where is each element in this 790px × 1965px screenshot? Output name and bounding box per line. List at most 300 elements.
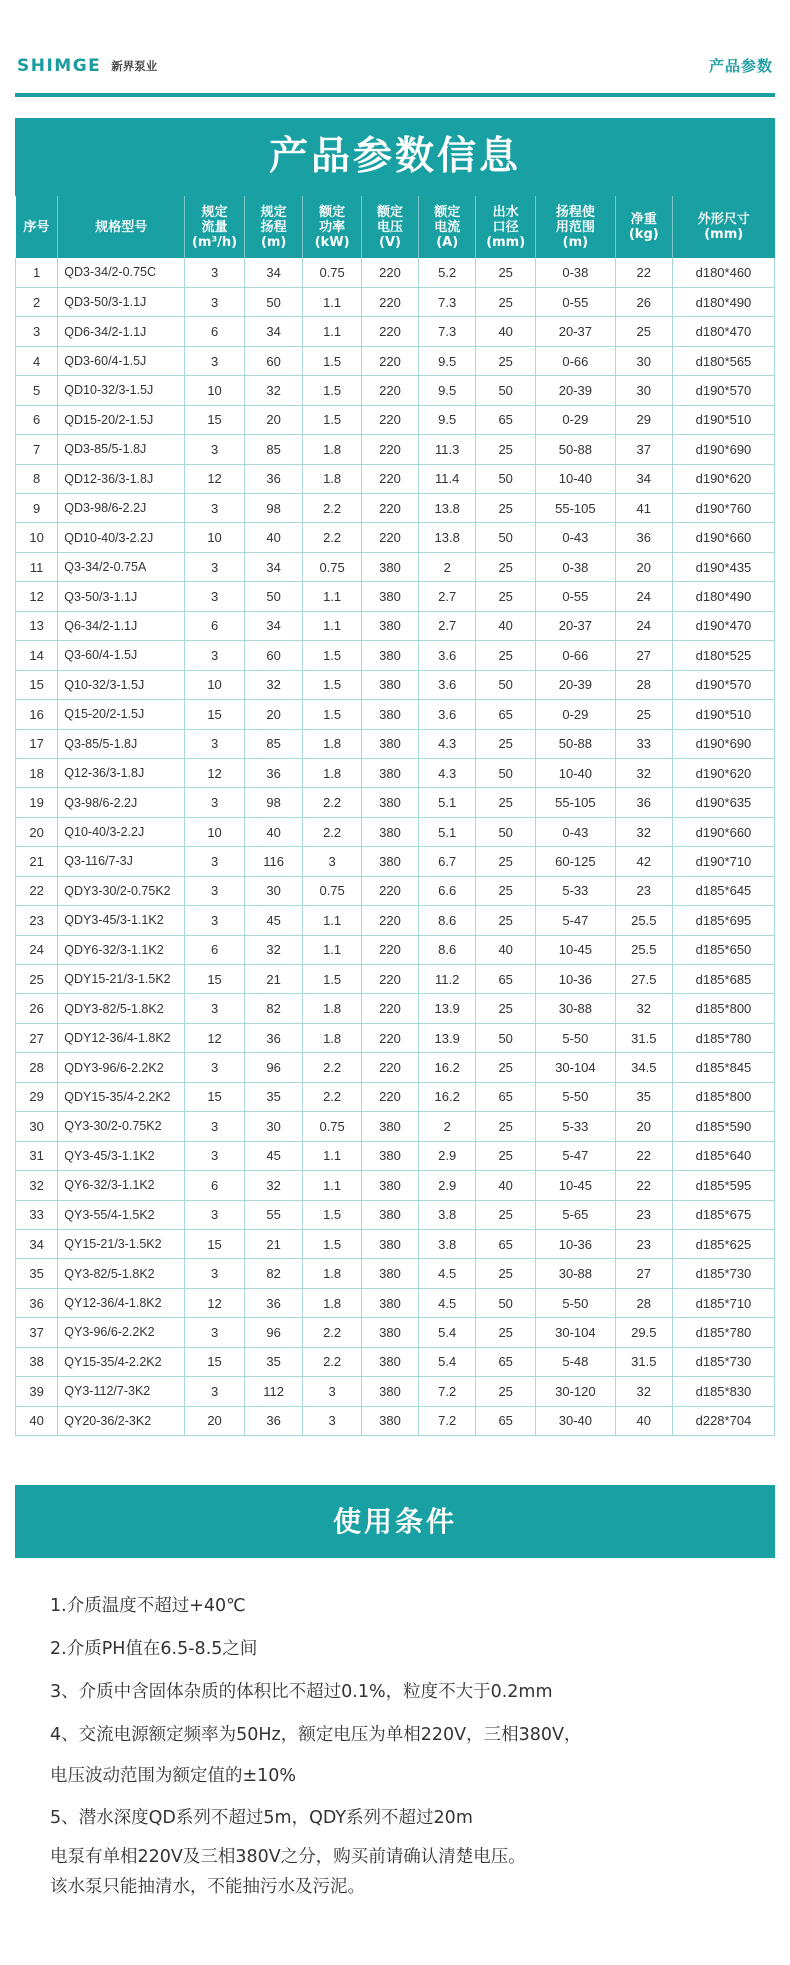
- table-cell: 1.8: [303, 729, 361, 758]
- table-cell: 98: [244, 494, 302, 523]
- column-header-line: 额定: [319, 204, 346, 220]
- table-cell: 6: [16, 405, 58, 434]
- table-cell: 7.2: [419, 1406, 476, 1435]
- table-cell: 5-33: [536, 1112, 616, 1141]
- table-cell: 36: [16, 1288, 58, 1317]
- table-cell: 1.1: [303, 1141, 361, 1170]
- header-divider: [15, 93, 775, 97]
- table-cell: 31.5: [615, 1023, 672, 1052]
- table-cell: QD10-40/3-2.2J: [58, 523, 185, 552]
- table-cell: 5-47: [536, 906, 616, 935]
- table-cell: d180*525: [672, 641, 774, 670]
- table-cell: d228*704: [672, 1406, 774, 1435]
- table-cell: 30-88: [536, 1259, 616, 1288]
- table-cell: 220: [361, 876, 418, 905]
- usage-condition: 该水泵只能抽清水，不能抽污水及污泥。: [50, 1877, 365, 1897]
- table-cell: 10-40: [536, 464, 616, 493]
- table-cell: QY15-35/4-2.2K2: [58, 1347, 185, 1376]
- table-cell: 27: [16, 1023, 58, 1052]
- table-cell: 3: [185, 847, 245, 876]
- table-cell: 60: [244, 346, 302, 375]
- table-cell: 1.5: [303, 700, 361, 729]
- table-row: [16, 817, 775, 846]
- table-cell: 380: [361, 1377, 418, 1406]
- table-row: [16, 670, 775, 699]
- table-cell: 37: [16, 1318, 58, 1347]
- table-cell: 2.2: [303, 817, 361, 846]
- table-cell: 31.5: [615, 1347, 672, 1376]
- table-cell: 20: [615, 1112, 672, 1141]
- table-cell: d185*590: [672, 1112, 774, 1141]
- table-cell: d190*635: [672, 788, 774, 817]
- table-cell: 2.9: [419, 1171, 476, 1200]
- table-cell: 1.8: [303, 1023, 361, 1052]
- table-cell: 1.1: [303, 582, 361, 611]
- column-header-line: (V): [379, 234, 401, 250]
- table-cell: 6.7: [419, 847, 476, 876]
- table-cell: 19: [16, 788, 58, 817]
- table-cell: 40: [244, 817, 302, 846]
- table-cell: 220: [361, 494, 418, 523]
- table-cell: Q3-116/7-3J: [58, 847, 185, 876]
- table-cell: 380: [361, 1200, 418, 1229]
- table-row: [16, 1288, 775, 1317]
- table-cell: 35: [244, 1347, 302, 1376]
- table-cell: 3: [185, 258, 245, 287]
- table-cell: 1.5: [303, 1229, 361, 1258]
- table-cell: 5-50: [536, 1082, 616, 1111]
- table-cell: 30: [615, 346, 672, 375]
- table-cell: 25: [476, 1053, 536, 1082]
- table-cell: 380: [361, 1141, 418, 1170]
- table-cell: QY3-55/4-1.5K2: [58, 1200, 185, 1229]
- table-cell: 16: [16, 700, 58, 729]
- table-cell: 1.1: [303, 611, 361, 640]
- table-cell: 34.5: [615, 1053, 672, 1082]
- table-cell: d185*780: [672, 1318, 774, 1347]
- column-header-line: (kg): [628, 227, 659, 242]
- column-header-line: (m): [562, 234, 589, 250]
- table-row: [16, 1318, 775, 1347]
- table-cell: 1.5: [303, 641, 361, 670]
- table-cell: 50: [244, 287, 302, 316]
- table-cell: 380: [361, 641, 418, 670]
- table-cell: 25: [476, 641, 536, 670]
- column-header-line: 电流: [434, 219, 461, 235]
- table-cell: QDY3-82/5-1.8K2: [58, 994, 185, 1023]
- column-header: [476, 196, 536, 258]
- column-header: [419, 196, 476, 258]
- table-cell: 3: [303, 847, 361, 876]
- table-cell: 3: [185, 1200, 245, 1229]
- table-cell: 1: [16, 258, 58, 287]
- table-row: [16, 994, 775, 1023]
- params-title: 产品参数信息: [15, 118, 775, 196]
- table-cell: 65: [476, 1406, 536, 1435]
- table-cell: 2.2: [303, 1347, 361, 1376]
- table-cell: 380: [361, 817, 418, 846]
- table-cell: 28: [16, 1053, 58, 1082]
- table-cell: 12: [185, 1023, 245, 1052]
- table-cell: d185*780: [672, 1023, 774, 1052]
- table-row: [16, 1141, 775, 1170]
- table-cell: 3.8: [419, 1229, 476, 1258]
- table-cell: 5-65: [536, 1200, 616, 1229]
- table-cell: 50: [476, 464, 536, 493]
- table-cell: 55-105: [536, 494, 616, 523]
- table-cell: QD3-34/2-0.75C: [58, 258, 185, 287]
- table-cell: 10-40: [536, 758, 616, 787]
- table-cell: 32: [615, 758, 672, 787]
- table-cell: 32: [615, 1377, 672, 1406]
- table-header-row: [16, 196, 775, 258]
- column-header-line: 流量: [201, 219, 228, 235]
- table-cell: d185*830: [672, 1377, 774, 1406]
- column-header-line: (m): [260, 234, 287, 250]
- table-cell: 28: [615, 670, 672, 699]
- table-cell: 13.9: [419, 1023, 476, 1052]
- table-cell: 15: [185, 965, 245, 994]
- table-cell: 380: [361, 1171, 418, 1200]
- column-header-line: 功率: [319, 219, 346, 235]
- table-cell: 11.4: [419, 464, 476, 493]
- table-row: [16, 582, 775, 611]
- table-row: [16, 494, 775, 523]
- table-cell: 22: [615, 258, 672, 287]
- table-cell: 10: [185, 670, 245, 699]
- table-cell: 3: [185, 1377, 245, 1406]
- table-cell: d190*620: [672, 758, 774, 787]
- table-cell: QD3-98/6-2.2J: [58, 494, 185, 523]
- table-row: [16, 788, 775, 817]
- table-cell: 40: [615, 1406, 672, 1435]
- table-cell: 2.7: [419, 582, 476, 611]
- table-cell: 15: [185, 1229, 245, 1258]
- usage-condition: 5、潜水深度QD系列不超过5m，QDY系列不超过20m: [50, 1808, 473, 1828]
- table-cell: 25: [615, 700, 672, 729]
- table-cell: 25: [476, 788, 536, 817]
- table-cell: 0-43: [536, 523, 616, 552]
- column-header: [536, 196, 616, 258]
- table-cell: 3: [303, 1377, 361, 1406]
- table-cell: 36: [244, 1023, 302, 1052]
- table-cell: d190*620: [672, 464, 774, 493]
- column-header: [16, 196, 58, 258]
- brand-name-en: SHIMGE: [17, 56, 102, 76]
- table-cell: 13: [16, 611, 58, 640]
- table-cell: 20-39: [536, 376, 616, 405]
- table-cell: d180*490: [672, 582, 774, 611]
- table-cell: d185*595: [672, 1171, 774, 1200]
- table-cell: 27: [615, 641, 672, 670]
- table-cell: d190*510: [672, 700, 774, 729]
- table-cell: 10: [185, 523, 245, 552]
- table-cell: 0.75: [303, 876, 361, 905]
- table-cell: 36: [615, 788, 672, 817]
- table-row: [16, 729, 775, 758]
- table-row: [16, 1171, 775, 1200]
- table-cell: 30-40: [536, 1406, 616, 1435]
- page-tag: 产品参数: [708, 57, 773, 75]
- table-cell: 50: [476, 817, 536, 846]
- table-cell: 16.2: [419, 1082, 476, 1111]
- table-cell: 40: [16, 1406, 58, 1435]
- table-cell: d185*675: [672, 1200, 774, 1229]
- table-cell: 7.3: [419, 317, 476, 346]
- table-cell: d180*490: [672, 287, 774, 316]
- table-cell: 0-43: [536, 817, 616, 846]
- table-cell: 5-33: [536, 876, 616, 905]
- table-cell: 30: [16, 1112, 58, 1141]
- table-row: [16, 1229, 775, 1258]
- table-cell: 23: [615, 1200, 672, 1229]
- table-cell: 36: [244, 1288, 302, 1317]
- table-cell: 10: [16, 523, 58, 552]
- table-cell: Q15-20/2-1.5J: [58, 700, 185, 729]
- column-header-line: 规定: [201, 204, 228, 220]
- table-cell: 380: [361, 788, 418, 817]
- table-cell: 4.3: [419, 758, 476, 787]
- table-cell: 6: [185, 317, 245, 346]
- column-header: [615, 196, 672, 258]
- table-cell: QD15-20/2-1.5J: [58, 405, 185, 434]
- table-cell: d180*460: [672, 258, 774, 287]
- table-cell: d190*690: [672, 435, 774, 464]
- table-cell: 3: [16, 317, 58, 346]
- table-cell: 50-88: [536, 435, 616, 464]
- usage-condition: 3、介质中含固体杂质的体积比不超过0.1%，粒度不大于0.2mm: [50, 1682, 553, 1702]
- table-cell: 0-66: [536, 346, 616, 375]
- table-cell: 31: [16, 1141, 58, 1170]
- column-header: [58, 196, 185, 258]
- table-cell: 3: [185, 494, 245, 523]
- table-cell: 0.75: [303, 552, 361, 581]
- table-cell: 32: [244, 1171, 302, 1200]
- column-header: [672, 196, 774, 258]
- table-cell: QD3-50/3-1.1J: [58, 287, 185, 316]
- table-cell: 27: [615, 1259, 672, 1288]
- table-cell: 8.6: [419, 906, 476, 935]
- table-cell: 82: [244, 1259, 302, 1288]
- table-cell: 16.2: [419, 1053, 476, 1082]
- table-cell: 6.6: [419, 876, 476, 905]
- table-cell: 25: [476, 582, 536, 611]
- table-cell: 220: [361, 317, 418, 346]
- table-cell: 5: [16, 376, 58, 405]
- table-cell: Q3-34/2-0.75A: [58, 552, 185, 581]
- table-cell: 65: [476, 405, 536, 434]
- table-cell: 5.4: [419, 1347, 476, 1376]
- table-cell: 1.5: [303, 670, 361, 699]
- table-cell: 14: [16, 641, 58, 670]
- table-cell: 220: [361, 258, 418, 287]
- table-row: [16, 1112, 775, 1141]
- table-cell: 380: [361, 1406, 418, 1435]
- column-header-line: (m³/h): [191, 234, 238, 250]
- table-cell: 380: [361, 1112, 418, 1141]
- table-cell: 2.2: [303, 1053, 361, 1082]
- table-cell: 50: [476, 376, 536, 405]
- table-cell: Q3-98/6-2.2J: [58, 788, 185, 817]
- table-cell: 25: [476, 287, 536, 316]
- table-cell: 29: [16, 1082, 58, 1111]
- table-cell: 2.2: [303, 523, 361, 552]
- column-header-line: 出水: [492, 204, 519, 220]
- table-cell: 1.8: [303, 1288, 361, 1317]
- table-cell: 29.5: [615, 1318, 672, 1347]
- table-cell: 5.1: [419, 788, 476, 817]
- table-cell: 3: [185, 1318, 245, 1347]
- table-cell: d190*470: [672, 611, 774, 640]
- table-cell: 2.2: [303, 494, 361, 523]
- table-cell: 32: [615, 994, 672, 1023]
- column-header-line: (mm): [704, 227, 744, 242]
- table-row: [16, 1347, 775, 1376]
- table-cell: 65: [476, 965, 536, 994]
- table-cell: 13.8: [419, 494, 476, 523]
- table-cell: 25: [476, 876, 536, 905]
- table-cell: 40: [476, 611, 536, 640]
- table-cell: 6: [185, 1171, 245, 1200]
- table-cell: 1.1: [303, 1171, 361, 1200]
- table-cell: 50: [476, 758, 536, 787]
- table-cell: 13.9: [419, 994, 476, 1023]
- table-cell: 24: [16, 935, 58, 964]
- table-row: [16, 523, 775, 552]
- table-cell: d180*565: [672, 346, 774, 375]
- table-cell: 3: [185, 435, 245, 464]
- table-cell: 55-105: [536, 788, 616, 817]
- usage-condition: 电压波动范围为额定值的±10%: [50, 1766, 297, 1786]
- table-row: [16, 906, 775, 935]
- table-cell: 380: [361, 1318, 418, 1347]
- table-cell: 3: [185, 906, 245, 935]
- table-cell: 30: [615, 376, 672, 405]
- table-cell: QD3-85/5-1.8J: [58, 435, 185, 464]
- table-cell: 34: [16, 1229, 58, 1258]
- table-body: [16, 258, 775, 1436]
- table-cell: 2: [16, 287, 58, 316]
- table-cell: 33: [615, 729, 672, 758]
- table-cell: QDY15-21/3-1.5K2: [58, 965, 185, 994]
- table-cell: QY15-21/3-1.5K2: [58, 1229, 185, 1258]
- table-cell: 4.5: [419, 1259, 476, 1288]
- table-cell: 2.7: [419, 611, 476, 640]
- table-cell: d185*730: [672, 1259, 774, 1288]
- table-cell: 25: [476, 435, 536, 464]
- table-cell: QD6-34/2-1.1J: [58, 317, 185, 346]
- table-cell: 220: [361, 376, 418, 405]
- table-cell: 34: [244, 258, 302, 287]
- table-cell: 25: [476, 258, 536, 287]
- table-cell: 7.3: [419, 287, 476, 316]
- table-cell: 9: [16, 494, 58, 523]
- brand-name-cn: 新界泵业: [111, 59, 158, 73]
- column-header-line: 用范围: [555, 219, 595, 235]
- table-cell: 380: [361, 1288, 418, 1317]
- table-cell: 5-48: [536, 1347, 616, 1376]
- table-cell: 3: [185, 1112, 245, 1141]
- table-cell: 22: [615, 1171, 672, 1200]
- table-cell: 0-29: [536, 700, 616, 729]
- table-cell: d185*685: [672, 965, 774, 994]
- table-cell: QD3-60/4-1.5J: [58, 346, 185, 375]
- table-cell: 1.5: [303, 965, 361, 994]
- table-cell: 380: [361, 670, 418, 699]
- column-header-line: 电压: [376, 219, 403, 235]
- table-row: [16, 346, 775, 375]
- table-cell: 1.8: [303, 464, 361, 493]
- table-cell: 3: [185, 641, 245, 670]
- table-row: [16, 1406, 775, 1435]
- table-cell: 1.8: [303, 994, 361, 1023]
- table-cell: 21: [244, 965, 302, 994]
- table-cell: QY3-96/6-2.2K2: [58, 1318, 185, 1347]
- table-cell: 25: [476, 1377, 536, 1406]
- table-cell: 85: [244, 435, 302, 464]
- table-cell: 8.6: [419, 935, 476, 964]
- table-cell: 10-36: [536, 965, 616, 994]
- table-cell: 25: [476, 729, 536, 758]
- table-cell: d190*570: [672, 670, 774, 699]
- table-cell: 35: [16, 1259, 58, 1288]
- params-table: [15, 196, 775, 1436]
- table-cell: d185*640: [672, 1141, 774, 1170]
- column-header-line: 扬程: [260, 219, 287, 235]
- table-cell: 1.8: [303, 758, 361, 787]
- table-cell: Q6-34/2-1.1J: [58, 611, 185, 640]
- table-cell: 11: [16, 552, 58, 581]
- table-row: [16, 464, 775, 493]
- table-row: [16, 435, 775, 464]
- table-cell: 25: [476, 906, 536, 935]
- table-cell: 4: [16, 346, 58, 375]
- table-cell: 10: [185, 817, 245, 846]
- table-row: [16, 317, 775, 346]
- table-row: [16, 641, 775, 670]
- table-cell: 220: [361, 1023, 418, 1052]
- table-cell: 380: [361, 1259, 418, 1288]
- table-cell: d185*800: [672, 994, 774, 1023]
- table-cell: 0.75: [303, 1112, 361, 1141]
- table-cell: 96: [244, 1053, 302, 1082]
- table-cell: 20-39: [536, 670, 616, 699]
- table-cell: 82: [244, 994, 302, 1023]
- table-cell: 220: [361, 965, 418, 994]
- table-cell: 12: [185, 758, 245, 787]
- column-header-line: 规定: [260, 204, 287, 220]
- table-cell: 9.5: [419, 346, 476, 375]
- table-cell: 34: [244, 552, 302, 581]
- table-cell: QY3-30/2-0.75K2: [58, 1112, 185, 1141]
- table-cell: 220: [361, 1053, 418, 1082]
- table-cell: QDY12-36/4-1.8K2: [58, 1023, 185, 1052]
- table-cell: 2.9: [419, 1141, 476, 1170]
- table-cell: 36: [244, 1406, 302, 1435]
- table-cell: 27.5: [615, 965, 672, 994]
- table-cell: 25: [476, 346, 536, 375]
- table-cell: 65: [476, 1347, 536, 1376]
- table-cell: 35: [244, 1082, 302, 1111]
- brand-logo: [17, 56, 157, 76]
- table-cell: Q12-36/3-1.8J: [58, 758, 185, 787]
- table-cell: 30: [244, 876, 302, 905]
- table-cell: 11.2: [419, 965, 476, 994]
- table-cell: 13.8: [419, 523, 476, 552]
- table-cell: 7: [16, 435, 58, 464]
- table-cell: 55: [244, 1200, 302, 1229]
- table-cell: 1.1: [303, 935, 361, 964]
